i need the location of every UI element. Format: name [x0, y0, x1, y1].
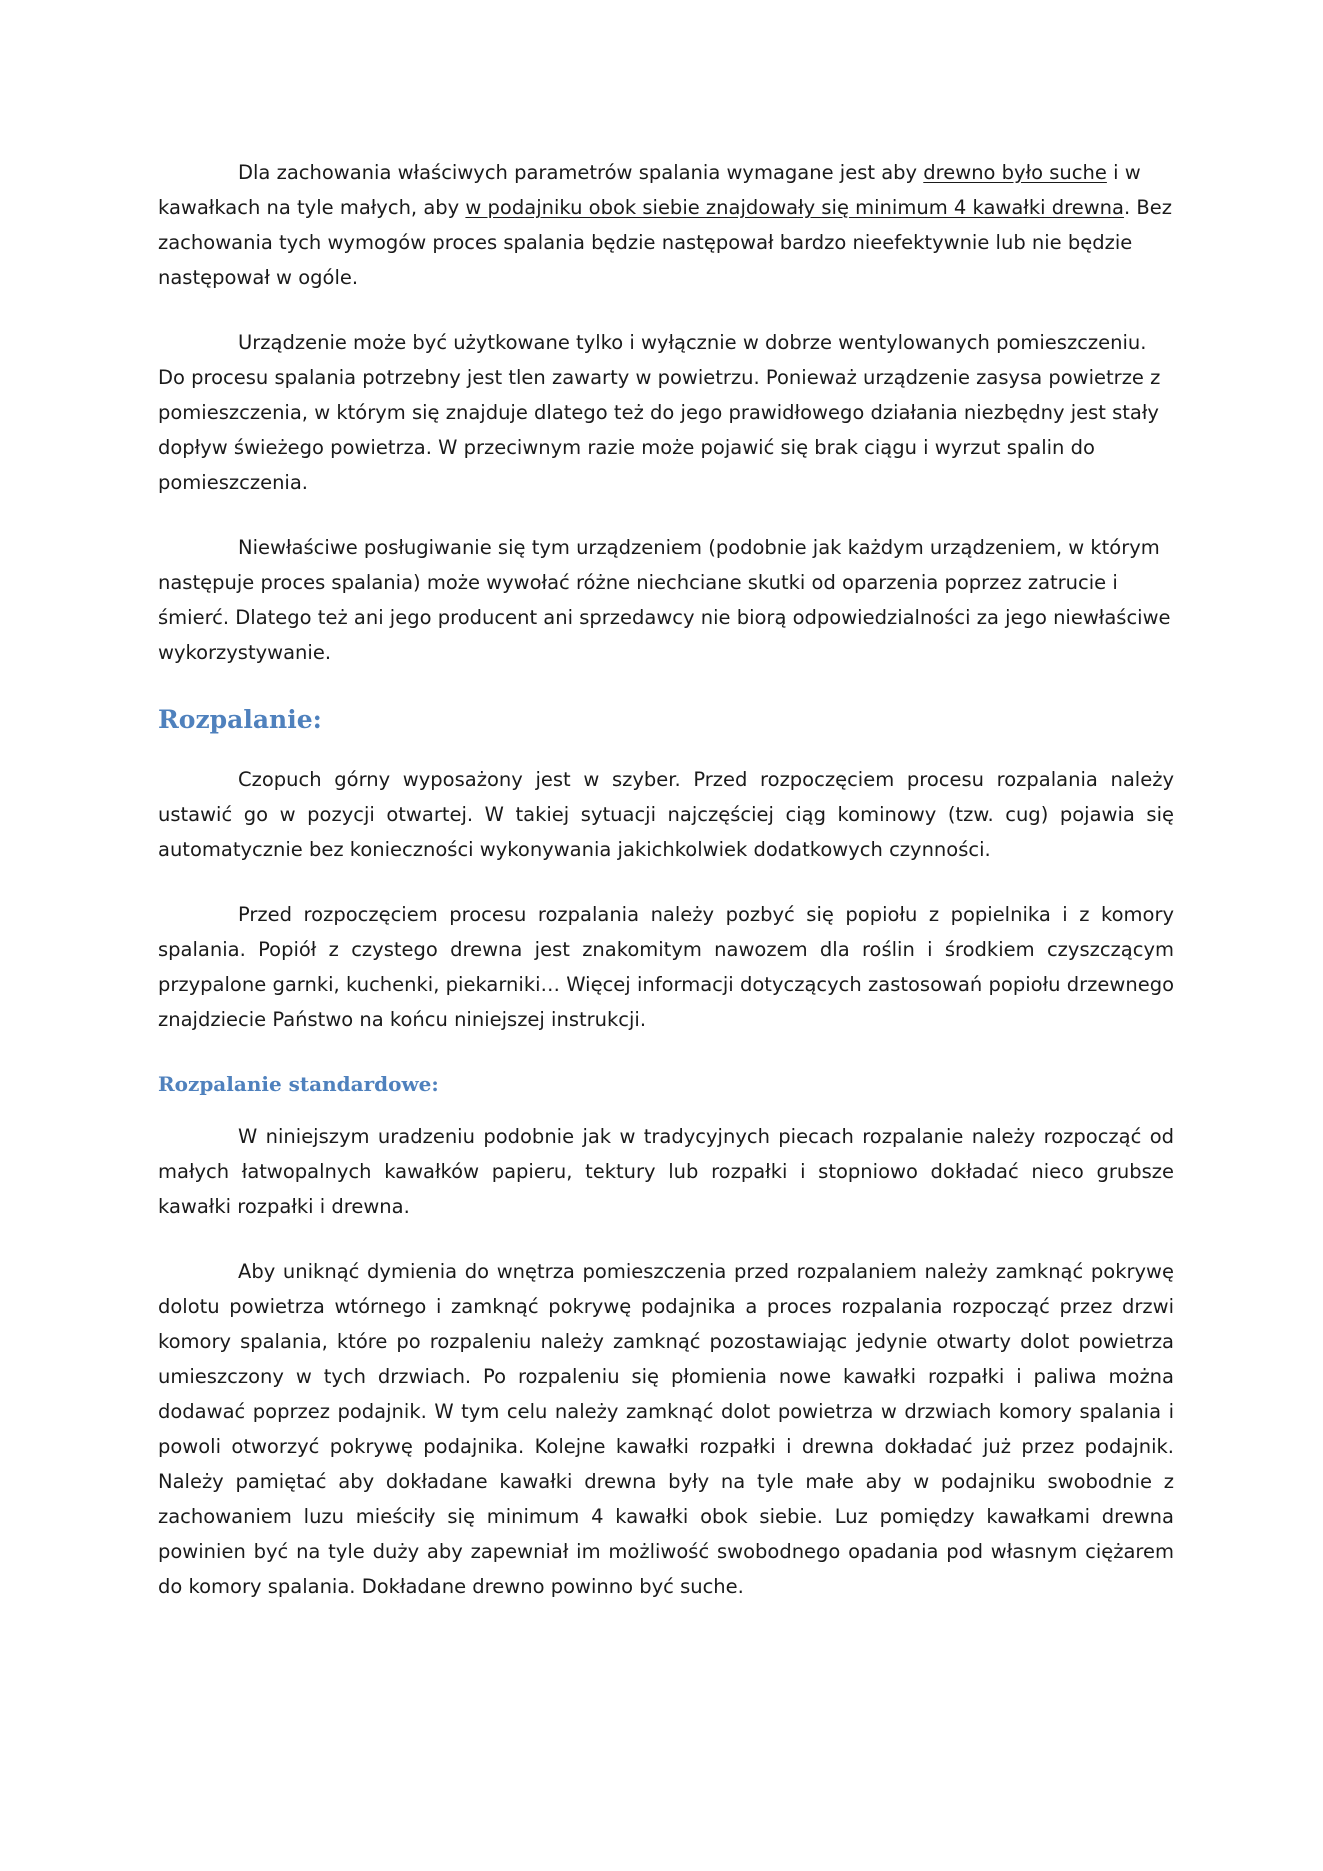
document-body — [158, 155, 1174, 1634]
underlined-text-four-pieces: w podajniku obok siebie znajdowały się minimum 4 kawałki drewna — [465, 196, 1124, 219]
heading-rozpalanie: Rozpalanie: — [158, 705, 322, 734]
paragraph-kindling: W niniejszym uradzeniu podobnie jak w tradycyjnych piecach rozpalanie należy rozpocząć od małych łatwopalnych kawałków papieru, tektury lub rozpałki i stopniowo dokładać nieco grubsze kawałki rozpałki i drewna. — [158, 1125, 1174, 1218]
paragraph-wood-requirements — [158, 155, 1174, 295]
paragraph-ash-removal: Przed rozpoczęciem procesu rozpalania należy pozbyć się popiołu z popielnika i z komory spalania. Popiół z czystego drewna jest znakomitym nawozem dla roślin i środkiem czyszczącym przypalone garnki, kuchenki, piekarniki… Więcej informacji dotyczących zastosowań popiołu drzewnego znajdziecie Państwo na końcu niniejszej instrukcji. — [158, 903, 1174, 1031]
text-segment: . Bez zachowania tych wymogów proces spalania będzie następował bardzo nieefektywnie lub nie będzie następował w ogóle. — [158, 196, 1172, 289]
text-segment: i w kawałkach na tyle małych, aby — [158, 161, 1141, 219]
text-segment: Dla zachowania właściwych parametrów spalania wymagane jest aby — [238, 161, 924, 184]
paragraph-ventilation: Urządzenie może być użytkowane tylko i wyłącznie w dobrze wentylowanych pomieszczeniu. Do procesu spalania potrzebny jest tlen zawarty w powietrzu. Ponieważ urządzenie zasysa powietrze z pomieszczenia, w którym się znajduje dlatego też do jego prawidłowego działania niezbędny jest stały dopływ świeżego powietrza. W przeciwnym razie może pojawić się brak ciągu i wyrzut spalin do pomieszczenia. — [158, 331, 1161, 494]
paragraph-smoke-prevention: Aby uniknąć dymienia do wnętrza pomieszczenia przed rozpalaniem należy zamknąć pokrywę dolotu powietrza wtórnego i zamknąć pokrywę podajnika a proces rozpalania rozpocząć przez drzwi komory spalania, które po rozpaleniu należy zamknąć pozostawiając jedynie otwarty dolot powietrza umieszczony w tych drzwiach. Po rozpaleniu się płomienia nowe kawałki rozpałki i paliwa można dodawać poprzez podajnik. W tym celu należy zamknąć dolot powietrza w drzwiach komory spalania i powoli otworzyć pokrywę podajnika. Kolejne kawałki rozpałki i drewna dokładać już przez podajnik. Należy pamiętać aby dokładane kawałki drewna były na tyle małe aby w podajniku swobodnie z zachowaniem luzu mieściły się minimum 4 kawałki obok siebie. Luz pomiędzy kawałkami drewna powinien być na tyle duży aby zapewniał im możliwość swobodnego opadania pod własnym ciężarem do komory spalania. Dokładane drewno powinno być suche. — [158, 1260, 1174, 1598]
paragraph-damper: Czopuch górny wyposażony jest w szyber. Przed rozpoczęciem procesu rozpalania należy ustawić go w pozycji otwartej. W takiej sytuacji najczęściej ciąg kominowy (tzw. cug) pojawia się automatycznie bez konieczności wykonywania jakichkolwiek dodatkowych czynności. — [158, 768, 1174, 861]
paragraph-liability: Niewłaściwe posługiwanie się tym urządzeniem (podobnie jak każdym urządzeniem, w którym następuje proces spalania) może wywołać różne niechciane skutki od oparzenia poprzez zatrucie i śmierć. Dlatego też ani jego producent ani sprzedawcy nie biorą odpowiedzialności za jego niewłaściwe wykorzystywanie. — [158, 536, 1171, 664]
heading-rozpalanie-standardowe: Rozpalanie standardowe: — [158, 1072, 439, 1096]
underlined-text-dry-wood: drewno było suche — [923, 161, 1107, 184]
